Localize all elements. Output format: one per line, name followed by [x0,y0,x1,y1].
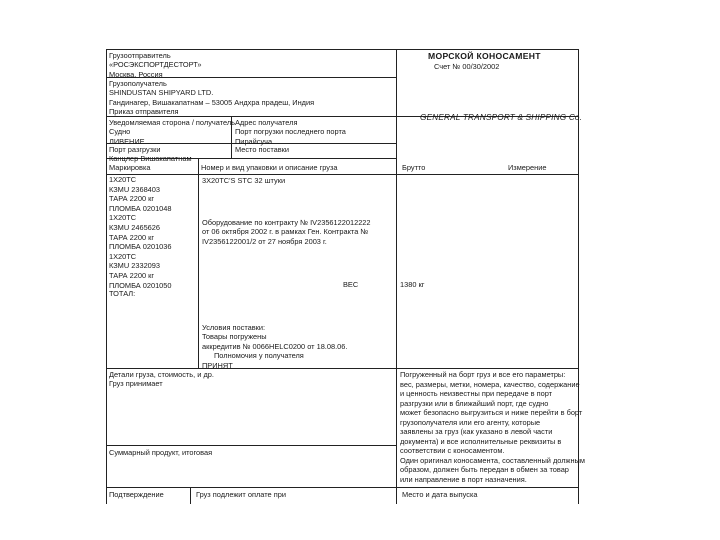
loading-line: Товары погружены [202,332,267,342]
document-title: МОРСКОЙ КОНОСАМЕНТ [428,51,541,61]
notify-label: Уведомляемая сторона / получатель [109,118,236,127]
contract-block [202,218,371,246]
consignee-block [109,79,314,117]
container-line: 1Х20ТС [109,175,137,184]
bottom-left: Подтверждение [109,490,164,499]
container-line: 1Х20ТС [109,251,137,261]
divider-cargo-columns [106,174,578,175]
discharge-block [109,145,192,164]
contract-line: IV2356122001/2 от 27 ноября 2003 г. [202,236,327,246]
description-line: 3Х20ТС'S STC 32 штуки [202,176,286,185]
terms-line: может безопасно выгрузиться и ниже перейти в борт [400,408,583,417]
freight-terms [400,370,585,484]
top-border [106,49,578,50]
container-line: ПЛОМБА 0201048 [109,203,172,213]
terms-line: соответствии с коносаментом. [400,446,505,455]
terms-line: разгрузки или в ближайший порт, где судно [400,398,549,408]
container-line: ТАРА 2200 кг [109,270,155,280]
vessel-name: ЛИВЕНИЕ [109,136,145,146]
notify-block [109,118,235,146]
shipper-label: Грузоотправитель [109,51,171,60]
loading-line: Полномочия у получателя [214,351,304,361]
container-line: ПЛОМБА 0201036 [109,242,172,252]
bottom-middle: Груз подлежит оплате при [196,490,286,499]
cargo-accept-label: Груз принимает [109,379,163,389]
container-line: КЗМU 2332093 [109,261,161,271]
weight-value: 1380 кг [400,280,425,289]
total-marks: ТОТАЛ: [109,289,136,298]
freight-left-block [109,370,214,389]
cargo-right-divider [396,174,397,368]
terms-line: заявлены за груз (как указано в левой части [400,427,553,436]
delivery-label: Место поставки [235,145,290,154]
vessel-label: Судно [109,127,131,137]
shipper-name: «РОСЭКСПОРТДЕСТОРТ» [109,60,202,70]
loading-block [202,323,347,370]
additional-label: Суммарный продукт, итоговая [109,448,213,457]
marks-label: Маркировка [109,163,151,172]
freight-divider [396,368,397,504]
discharge-label: Порт разгрузки [109,145,161,154]
container-line: ТАРА 2200 кг [109,194,155,204]
loading-line: Условия поставки: [202,323,266,332]
contract-line: от 06 октября 2002 г. в рамках Ген. Контракта № [202,227,369,237]
weight-label: ВЕС [343,280,359,289]
terms-line: Один оригинал коносамента, составленный должным [400,455,585,465]
terms-line: и ценность неизвестны при передаче в порт [400,389,553,398]
description-label: Номер и вид упаковки и описание груза [201,163,338,172]
terms-line: грузополучателя или его агенту, которые [400,417,541,427]
bottom-right: Место и дата выпуска [402,490,478,499]
bottom-divider [190,487,191,504]
terms-line: Погруженный на борт груз и все его параметры: [400,370,566,379]
consignee-order: Приказ отправителя [109,107,179,117]
shipper-block [109,51,202,79]
consignee-address: Гандинагер, Вишакапатнам – 53005 Андхра прадеш, Индия [109,97,315,107]
container-line: 1Х20ТС [109,213,137,223]
terms-line: образом, должен быть передан в обмен за товар [400,465,569,474]
center-divider [396,49,397,174]
consignee-label: Грузополучатель [109,79,167,88]
measure-label: Измерение [508,163,547,172]
carrier-name: GENERAL TRANSPORT & SHIPPING Co. [420,113,583,122]
consignee-name: SHINDUSTAN SHIPYARD LTD. [109,88,214,98]
container-line: ТАРА 2200 кг [109,232,155,242]
discharge-port: Канцлер Вишакапатнам [109,154,192,164]
loading-port-label: Порт погрузки последнего порта [235,127,346,137]
gross-label: Брутто [402,163,426,172]
divider-bottom [106,487,578,488]
left-border [106,49,107,504]
terms-line: документа) и все исполнительные реквизиты в [400,436,562,446]
terms-line: или направление в порт назначения. [400,474,527,484]
container-line: КЗМU 2465626 [109,222,161,232]
notify-address-block [235,118,346,146]
divider-additional [106,445,396,446]
loading-port: Пирайсуча [235,136,273,146]
terms-line: вес, размеры, метки, номера, качество, содержание [400,379,580,389]
contract-line: Оборудование по контракту № IV2356122012222 [202,218,371,227]
loading-line: ПРИНЯТ [202,360,233,370]
loading-line: аккредитив № 0066НЕLC0200 от 18.08.06. [202,341,348,351]
container-line: КЗМU 2368403 [109,184,161,194]
notify-address-label: Адрес получателя [235,118,298,127]
container-line: ПЛОМБА 0201050 [109,280,172,290]
container-list [109,175,172,290]
document-number: Счет № 00/30/2002 [434,62,500,71]
freight-label: Детали груза, стоимость, и др. [109,370,214,379]
shipper-city: Москва, Россия [109,69,163,79]
cargo-col-divider [198,158,199,368]
